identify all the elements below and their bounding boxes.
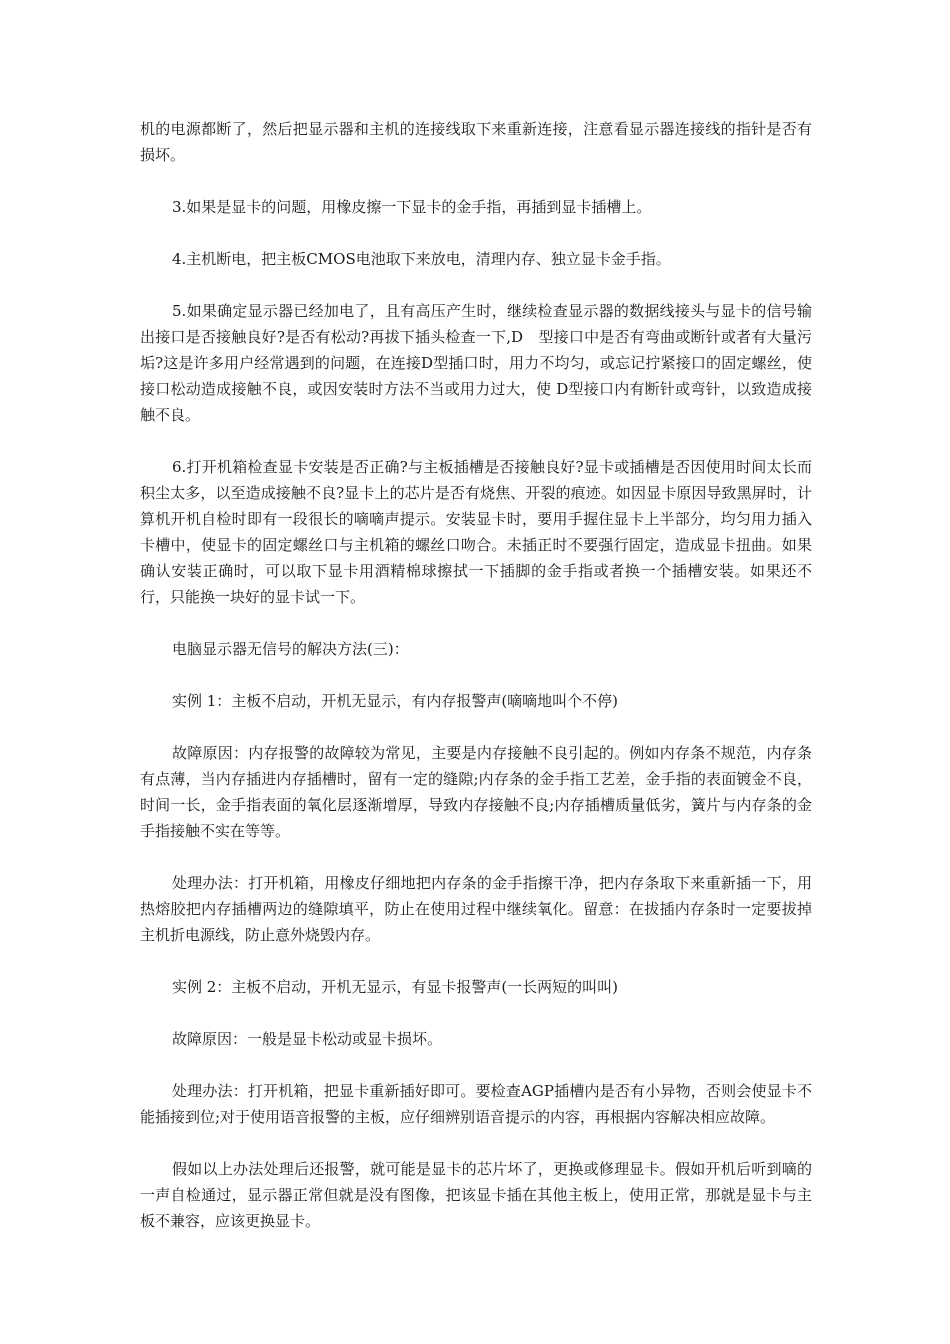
paragraph: 假如以上办法处理后还报警，就可能是显卡的芯片坏了，更换或修理显卡。假如开机后听到嘀的一声自检通过，显示器正常但就是没有图像，把该显卡插在其他主板上，使用正常，那就是显卡与主板不兼容，应该更换显卡。 xyxy=(140,1160,812,1230)
paragraph: 3.如果是显卡的问题，用橡皮擦一下显卡的金手指，再插到显卡插槽上。 xyxy=(172,198,652,216)
paragraph: 6.打开机箱检查显卡安装是否正确?与主板插槽是否接触良好?显卡或插槽是否因使用时间太长而积尘太多，以至造成接触不良?显卡上的芯片是否有烧焦、开裂的痕迹。如因显卡原因导致黑屏时，计算机开机自检时即有一段很长的嘀嘀声提示。安装显卡时，要用手握住显卡上半部分，均匀用力插入卡槽中，使显卡的固定螺丝口与主机箱的螺丝口吻合。未插正时不要强行固定，造成显卡扭曲。如果确认安装正确时，可以取下显卡用酒精棉球擦拭一下插脚的金手指或者换一个插槽安装。如果还不行，只能换一块好的显卡试一下。 xyxy=(140,458,812,606)
paragraph: 机的电源都断了，然后把显示器和主机的连接线取下来重新连接，注意看显示器连接线的指针是否有损坏。 xyxy=(140,120,812,164)
paragraph: 故障原因：一般是显卡松动或显卡损坏。 xyxy=(172,1030,443,1048)
paragraph: 5.如果确定显示器已经加电了，且有高压产生时，继续检查显示器的数据线接头与显卡的信号输出接口是否接触良好?是否有松动?再拔下插头检查一下,D 型接口中是否有弯曲或断针或者有大量污垢?这是许多用户经常遇到的问题，在连接D型插口时，用力不均匀，或忘记拧紧接口的固定螺丝，使接口松动造成接触不良，或因安装时方法不当或用力过大，使 D型接口内有断针或弯针，以致造成接触不良。 xyxy=(140,302,812,424)
document-body xyxy=(140,116,812,1260)
paragraph: 故障原因：内存报警的故障较为常见，主要是内存接触不良引起的。例如内存条不规范，内存条有点薄，当内存插进内存插槽时，留有一定的缝隙;内存条的金手指工艺差，金手指的表面镀金不良，时间一长，金手指表面的氧化层逐渐增厚，导致内存接触不良;内存插槽质量低劣，簧片与内存条的金手指接触不实在等等。 xyxy=(140,744,812,840)
example-heading: 实例 2：主板不启动，开机无显示，有显卡报警声(一长两短的叫叫) xyxy=(172,978,619,996)
paragraph: 处理办法：打开机箱，用橡皮仔细地把内存条的金手指擦干净，把内存条取下来重新插一下，用热熔胶把内存插槽两边的缝隙填平，防止在使用过程中继续氧化。留意：在拔插内存条时一定要拔掉主机折电源线，防止意外烧毁内存。 xyxy=(140,874,812,944)
paragraph: 4.主机断电，把主板CMOS电池取下来放电，清理内存、独立显卡金手指。 xyxy=(172,250,671,268)
paragraph: 处理办法：打开机箱，把显卡重新插好即可。要检查AGP插槽内是否有小异物，否则会使显卡不能插接到位;对于使用语音报警的主板，应仔细辨别语音提示的内容，再根据内容解决相应故障。 xyxy=(140,1082,812,1126)
section-heading: 电脑显示器无信号的解决方法(三)： xyxy=(172,640,409,658)
example-heading: 实例 1：主板不启动，开机无显示，有内存报警声(嘀嘀地叫个不停) xyxy=(172,692,619,710)
